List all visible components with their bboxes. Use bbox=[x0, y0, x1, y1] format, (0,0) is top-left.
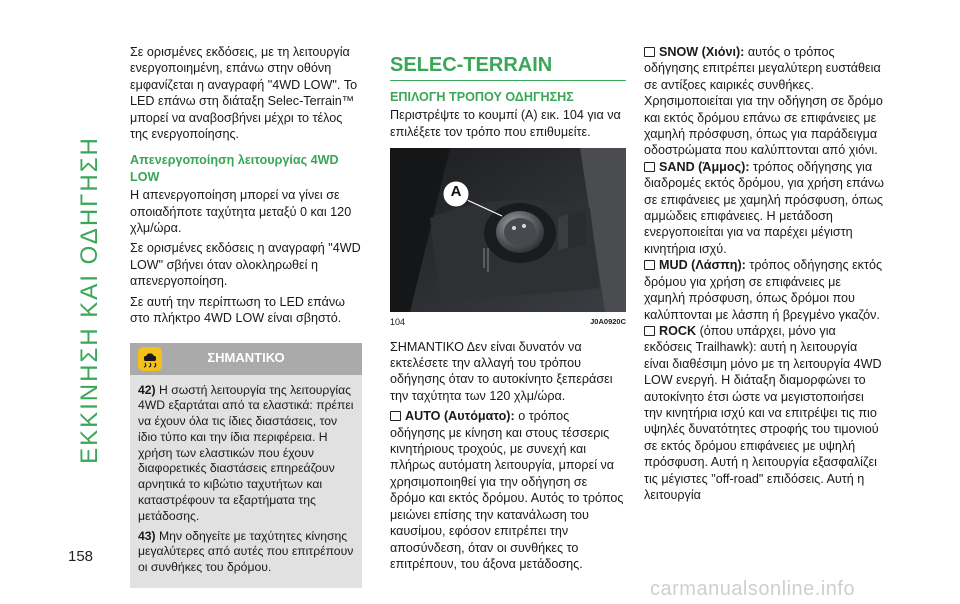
mode-sand bbox=[644, 159, 884, 257]
bullet-square-icon bbox=[644, 47, 655, 57]
notice-body bbox=[130, 375, 362, 589]
figure-callout-label: A bbox=[450, 183, 462, 201]
mode-text: τρόπος οδήγησης εκτός δρόμου για χρήση σε επιφάνειες με χαμηλή πρόσφυση, όπως δρόμοι που καλύπτονται με λάσπη ή βρεγμένο γκαζόν. bbox=[644, 258, 883, 322]
notice-text: Μην οδηγείτε με ταχύτητες κίνησης μεγαλύτερες από αυτές που επιτρέπουν οι συνθήκες του δρόμου. bbox=[138, 528, 354, 575]
figure-caption bbox=[390, 314, 626, 330]
knob-illustration bbox=[390, 148, 626, 312]
mode-snow bbox=[644, 44, 884, 159]
column-left bbox=[130, 44, 362, 588]
chapter-side-title bbox=[68, 40, 112, 560]
paragraph: ΣΗΜΑΝΤΙΚΟ Δεν είναι δυνατόν να εκτελέσετε την αλλαγή του τρόπου οδήγησης όταν το αυτοκίνητο ξεπεράσει την ταχύτητα των 120 χλμ/ώρα. bbox=[390, 339, 613, 403]
watermark: carmanualsonline.info bbox=[650, 578, 856, 600]
figure-number: 104 bbox=[390, 317, 406, 328]
mode-text: τρόπος οδήγησης για διαδρομές εκτός δρόμου, για χρήση επάνω σε επιφάνειες με χαμηλή πρόσφυση, όπως αμμώδεις επιφάνειες. Η μετάδοση ενεργοποιείται για να παρέχει μέγιστη κινητήρια ισχύ. bbox=[644, 159, 884, 256]
mode-label: MUD (Λάσπη): bbox=[659, 258, 746, 273]
bullet-square-icon bbox=[390, 411, 401, 421]
notice-number: 42) bbox=[138, 382, 156, 397]
notice-item-42 bbox=[138, 383, 354, 525]
bullet-square-icon bbox=[644, 326, 655, 336]
paragraph: Σε αυτή την περίπτωση το LED επάνω στο πλήκτρο 4WD LOW είναι σβηστό. bbox=[130, 294, 346, 326]
column-middle bbox=[390, 44, 626, 576]
mode-text: (όπου υπάρχει, μόνο για εκδόσεις Trailhawk): αυτή η λειτουργία είναι διαθέσιμη μόνο με τη λειτουργία 4WD LOW ενεργή. Η διάταξη διαμορφώνει το αυτοκίνητο έτσι ώστε να μεγιστοποιήσει την κινητήρια ισχύ και να επιτρέψει τις πιο υψηλές δυνατότητες στροφής του τιμονιού σε εκτός δρόμου επιφάνειες με υψηλή πρόσφυση. Αυτή η λειτουργία εξασφαλίζει τις μέγιστες "off-road" επιδόσεις. Αυτή η λειτουργία bbox=[644, 323, 882, 502]
column-right bbox=[644, 44, 884, 507]
important-notice-box bbox=[130, 343, 362, 589]
notice-title: ΣΗΜΑΝΤΙΚΟ bbox=[207, 350, 285, 366]
bullet-square-icon bbox=[644, 162, 655, 172]
section-title: SELEC-TERRAIN bbox=[390, 54, 553, 76]
car-skid-warning-icon bbox=[138, 347, 162, 371]
notice-header bbox=[130, 343, 362, 375]
mode-auto bbox=[390, 408, 626, 572]
notice-number: 43) bbox=[138, 528, 156, 543]
notice-text: Η σωστή λειτουργία της λειτουργίας 4WD εξαρτάται από τα ελαστικά: πρέπει να έχουν όλα τις ίδιες διαστάσεις, τον ίδιο τύπο και την ίδια περιφέρεια. Η χρήση των ελαστικών που έχουν διαφορετικές διαστάσεις επηρεάζουν αρνητικά το κιβώτιο ταχυτήτων και καταστρέφουν τα εξαρτήματα της μετάδοσης. bbox=[138, 382, 354, 523]
paragraph: Σε ορισμένες εκδόσεις η αναγραφή "4WD LOW" σβήνει όταν ολοκληρωθεί η απενεργοποίηση. bbox=[130, 241, 361, 289]
mode-label: AUTO (Αυτόματο): bbox=[405, 409, 515, 424]
mode-text: ο τρόπος οδήγησης με κίνηση και στους τέσσερις κινητήριους τροχούς, με συνεχή και πλήρως αυτόματη λειτουργία, μπορεί να χρησιμοποιηθεί για την οδήγηση σε δρόμο και εκτός δρόμου. Αυτός το τρόπος μειώνει επίσης την κατανάλωση του καυσίμου, εφόσον επιτρέπει την αποσύνδεση, όταν οι συνθήκες το επιτρέπουν, του άξονα μετάδοσης. bbox=[390, 409, 624, 571]
selec-terrain-knob-figure bbox=[390, 148, 626, 312]
mode-label: SAND (Άμμος): bbox=[659, 159, 750, 174]
subsection-heading: ΕΠΙΛΟΓΗ ΤΡΟΠΟΥ ΟΔΗΓΗΣΗΣ bbox=[390, 90, 574, 104]
mode-label: ROCK bbox=[659, 323, 697, 338]
notice-item-43 bbox=[138, 529, 354, 576]
paragraph: Σε ορισμένες εκδόσεις, με τη λειτουργία ενεργοποιημένη, επάνω στην οθόνη εμφανίζεται η αναγραφή "4WD LOW". Το LED επάνω στη διάταξη Selec-Terrain™ μπορεί να αναβοσβήνει μέχρι το τέλος της ενεργοποίησης. bbox=[130, 45, 358, 142]
paragraph: Η απενεργοποίηση μπορεί να γίνει σε οποιαδήποτε ταχύτητα μεταξύ 0 και 120 χλμ/ώρα. bbox=[130, 188, 352, 236]
bullet-square-icon bbox=[644, 260, 655, 270]
paragraph: Περιστρέψτε το κουμπί (A) εικ. 104 για να επιλέξετε τον τρόπο που επιθυμείτε. bbox=[390, 108, 621, 139]
title-divider bbox=[390, 80, 626, 81]
mode-text: αυτός ο τρόπος οδήγησης επιτρέπει μεγαλύτερη ευστάθεια σε αντίξοες καιρικές συνθήκες. Χρησιμοποιείται για την οδήγηση σε δρόμο και εκτός δρόμου επάνω σε επιφάνειες με χαμηλή πρόσφυση, όπως για παράδειγμα οδοστρώματα που καλύπτονται από χιόνι. bbox=[644, 45, 883, 158]
figure-code: J0A0920C bbox=[590, 317, 626, 327]
mode-rock bbox=[644, 323, 884, 503]
mode-label: SNOW (Χιόνι): bbox=[659, 45, 745, 59]
page-number: 158 bbox=[68, 548, 94, 565]
mode-mud bbox=[644, 257, 884, 323]
chapter-title-text: ΕΚΚΙΝΗΣΗ ΚΑΙ ΟΔΗΓΗΣΗ bbox=[76, 136, 104, 464]
section-heading: Απενεργοποίηση λειτουργίας 4WD LOW bbox=[130, 153, 339, 184]
